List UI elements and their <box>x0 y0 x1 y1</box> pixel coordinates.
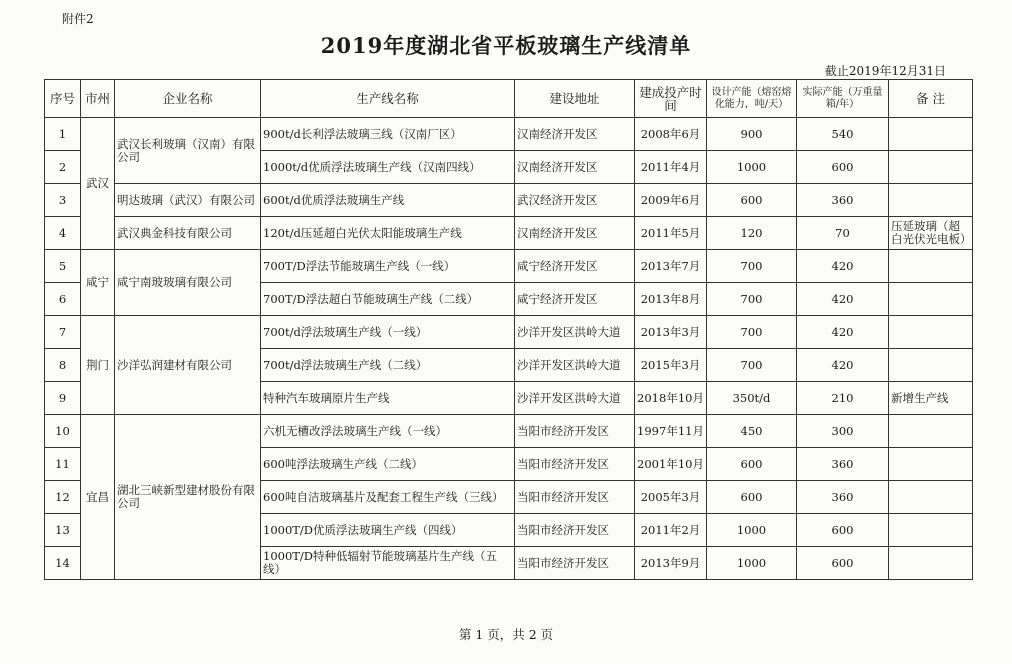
page-footer: 第 1 页，共 2 页 <box>458 627 554 642</box>
cell-note <box>889 151 973 184</box>
cell-line: 六机无槽改浮法玻璃生产线（一线） <box>261 415 515 448</box>
cell-note <box>889 448 973 481</box>
cell-design: 1000 <box>707 547 797 580</box>
cell-note <box>889 415 973 448</box>
header-seq: 序号 <box>45 80 81 118</box>
cell-date: 2013年7月 <box>635 250 707 283</box>
cell-company: 湖北三峡新型建材股份有限公司 <box>115 415 261 580</box>
cell-address: 沙洋开发区洪岭大道 <box>515 316 635 349</box>
cell-design: 350t/d <box>707 382 797 415</box>
cell-note <box>889 250 973 283</box>
cell-note <box>889 184 973 217</box>
cell-date: 2013年3月 <box>635 316 707 349</box>
cell-actual: 420 <box>797 250 889 283</box>
cell-line: 600t/d优质浮法玻璃生产线 <box>261 184 515 217</box>
table-row <box>45 217 973 250</box>
cell-date: 2013年9月 <box>635 547 707 580</box>
cell-seq: 14 <box>45 547 81 580</box>
cell-actual: 420 <box>797 283 889 316</box>
cell-seq: 9 <box>45 382 81 415</box>
cell-company: 沙洋弘润建材有限公司 <box>115 316 261 415</box>
cell-seq: 7 <box>45 316 81 349</box>
header-address: 建设地址 <box>515 80 635 118</box>
cell-line: 600吨浮法玻璃生产线（二线） <box>261 448 515 481</box>
cell-date: 2011年5月 <box>635 217 707 250</box>
cell-seq: 13 <box>45 514 81 547</box>
cell-actual: 600 <box>797 151 889 184</box>
cell-note <box>889 514 973 547</box>
cell-line: 120t/d压延超白光伏太阳能玻璃生产线 <box>261 217 515 250</box>
cell-design: 700 <box>707 283 797 316</box>
cell-city: 荆门 <box>81 316 115 415</box>
cell-seq: 5 <box>45 250 81 283</box>
cell-actual: 360 <box>797 184 889 217</box>
cell-company: 武汉长利玻璃（汉南）有限公司 <box>115 118 261 184</box>
cell-design: 1000 <box>707 514 797 547</box>
cell-date: 2015年3月 <box>635 349 707 382</box>
cell-note <box>889 316 973 349</box>
cell-design: 600 <box>707 448 797 481</box>
cell-note <box>889 118 973 151</box>
cell-line: 900t/d长利浮法玻璃三线（汉南厂区） <box>261 118 515 151</box>
cell-actual: 70 <box>797 217 889 250</box>
cell-design: 120 <box>707 217 797 250</box>
cell-date: 2013年8月 <box>635 283 707 316</box>
cell-seq: 11 <box>45 448 81 481</box>
cell-address: 当阳市经济开发区 <box>515 514 635 547</box>
cell-note <box>889 283 973 316</box>
cell-line: 1000T/D优质浮法玻璃生产线（四线） <box>261 514 515 547</box>
table-header-row <box>45 80 973 118</box>
table-row <box>45 250 973 283</box>
cell-note <box>889 349 973 382</box>
header-line: 生产线名称 <box>261 80 515 118</box>
header-company: 企业名称 <box>115 80 261 118</box>
cell-actual: 540 <box>797 118 889 151</box>
header-actual-capacity: 实际产能（万重量箱/年） <box>797 80 889 118</box>
cell-seq: 6 <box>45 283 81 316</box>
cell-line: 1000T/D特种低辐射节能玻璃基片生产线（五线） <box>261 547 515 580</box>
table-row <box>45 316 973 349</box>
cell-actual: 360 <box>797 481 889 514</box>
cell-company: 咸宁南玻玻璃有限公司 <box>115 250 261 316</box>
cell-address: 当阳市经济开发区 <box>515 481 635 514</box>
cell-note <box>889 481 973 514</box>
cell-seq: 1 <box>45 118 81 151</box>
cell-address: 咸宁经济开发区 <box>515 250 635 283</box>
cell-address: 当阳市经济开发区 <box>515 448 635 481</box>
header-note: 备 注 <box>889 80 973 118</box>
cell-address: 汉南经济开发区 <box>515 118 635 151</box>
cell-actual: 210 <box>797 382 889 415</box>
cell-date: 2008年6月 <box>635 118 707 151</box>
cell-date: 2005年3月 <box>635 481 707 514</box>
cell-line: 600吨自洁玻璃基片及配套工程生产线（三线） <box>261 481 515 514</box>
cell-seq: 12 <box>45 481 81 514</box>
cell-design: 600 <box>707 481 797 514</box>
table-row <box>45 415 973 448</box>
cell-actual: 420 <box>797 349 889 382</box>
cell-line: 特种汽车玻璃原片生产线 <box>261 382 515 415</box>
cell-seq: 8 <box>45 349 81 382</box>
cell-address: 沙洋开发区洪岭大道 <box>515 382 635 415</box>
cell-design: 600 <box>707 184 797 217</box>
header-city: 市州 <box>81 80 115 118</box>
cell-actual: 600 <box>797 547 889 580</box>
cell-address: 沙洋开发区洪岭大道 <box>515 349 635 382</box>
cell-actual: 420 <box>797 316 889 349</box>
deadline-date: 截止2019年12月31日 <box>824 64 946 78</box>
cell-seq: 4 <box>45 217 81 250</box>
cell-address: 武汉经济开发区 <box>515 184 635 217</box>
cell-company: 明达玻璃（武汉）有限公司 <box>115 184 261 217</box>
cell-date: 2011年4月 <box>635 151 707 184</box>
header-design-capacity: 设计产能（熔窑熔化能力，吨/天） <box>707 80 797 118</box>
cell-design: 700 <box>707 250 797 283</box>
cell-address: 汉南经济开发区 <box>515 151 635 184</box>
cell-actual: 600 <box>797 514 889 547</box>
attachment-label: 附件2 <box>62 12 94 26</box>
table-row <box>45 118 973 151</box>
cell-address: 当阳市经济开发区 <box>515 547 635 580</box>
cell-address: 咸宁经济开发区 <box>515 283 635 316</box>
header-date: 建成投产时 间 <box>635 80 707 118</box>
cell-line: 1000t/d优质浮法玻璃生产线（汉南四线） <box>261 151 515 184</box>
cell-design: 700 <box>707 316 797 349</box>
cell-seq: 10 <box>45 415 81 448</box>
cell-city: 宜昌 <box>81 415 115 580</box>
cell-city: 武汉 <box>81 118 115 250</box>
cell-note: 新增生产线 <box>889 382 973 415</box>
cell-seq: 2 <box>45 151 81 184</box>
cell-note: 压延玻璃（超白光伏光电板） <box>889 217 973 250</box>
cell-note <box>889 547 973 580</box>
cell-city: 咸宁 <box>81 250 115 316</box>
production-line-table <box>44 79 973 580</box>
cell-design: 450 <box>707 415 797 448</box>
cell-date: 1997年11月 <box>635 415 707 448</box>
table-row <box>45 184 973 217</box>
cell-date: 2011年2月 <box>635 514 707 547</box>
document-title: 2019年度湖北省平板玻璃生产线清单 <box>320 33 692 58</box>
cell-company: 武汉典金科技有限公司 <box>115 217 261 250</box>
cell-design: 700 <box>707 349 797 382</box>
cell-line: 700t/d浮法玻璃生产线（二线） <box>261 349 515 382</box>
cell-line: 700T/D浮法节能玻璃生产线（一线） <box>261 250 515 283</box>
cell-design: 1000 <box>707 151 797 184</box>
cell-date: 2009年6月 <box>635 184 707 217</box>
cell-line: 700t/d浮法玻璃生产线（一线） <box>261 316 515 349</box>
cell-design: 900 <box>707 118 797 151</box>
cell-date: 2018年10月 <box>635 382 707 415</box>
cell-address: 汉南经济开发区 <box>515 217 635 250</box>
cell-address: 当阳市经济开发区 <box>515 415 635 448</box>
cell-actual: 360 <box>797 448 889 481</box>
cell-actual: 300 <box>797 415 889 448</box>
cell-seq: 3 <box>45 184 81 217</box>
cell-line: 700T/D浮法超白节能玻璃生产线（二线） <box>261 283 515 316</box>
cell-date: 2001年10月 <box>635 448 707 481</box>
